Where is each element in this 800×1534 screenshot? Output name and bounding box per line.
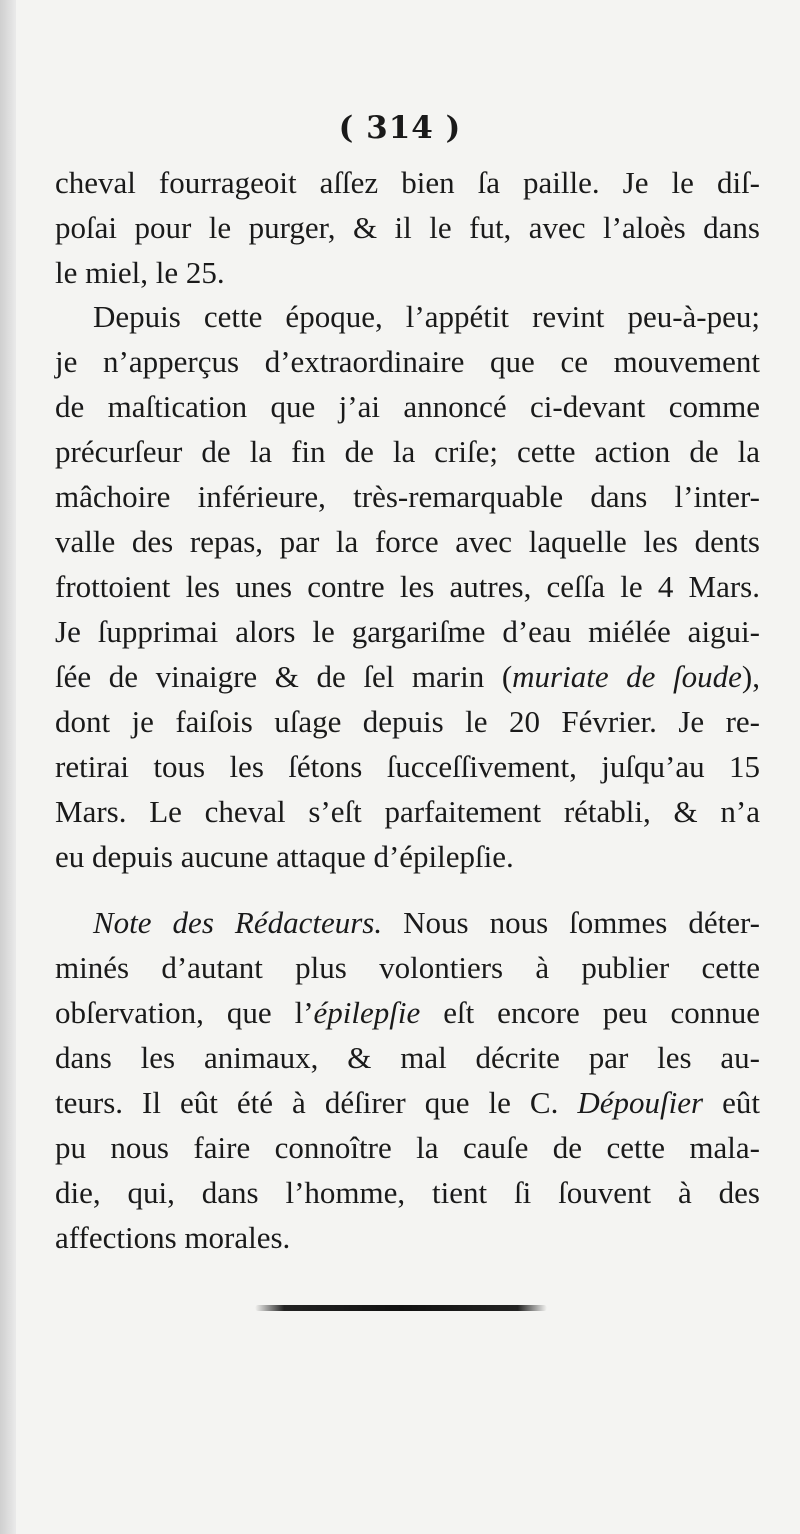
note-heading: Note des Rédacteurs. bbox=[93, 905, 383, 940]
page-edge-shadow bbox=[0, 0, 16, 1534]
text-line: mâchoire inférieure, très-remarquable dans l’inter- bbox=[55, 479, 760, 514]
text-line: Depuis cette époque, l’appétit revint peu-à-peu; bbox=[93, 299, 760, 334]
text-line: de maſtication que j’ai annoncé ci-devant comme bbox=[55, 389, 760, 424]
text-line: dont je faiſois uſage depuis le 20 Février. Je re- bbox=[55, 704, 760, 739]
text-line: pu nous faire connoître la cauſe de cette mala- bbox=[55, 1130, 760, 1165]
text-run: eût bbox=[703, 1085, 760, 1120]
editors-note bbox=[55, 900, 760, 1260]
text-line: retirai tous les ſétons ſucceſſivement, juſqu’au 15 bbox=[55, 749, 760, 784]
text-line bbox=[55, 900, 760, 945]
text-line: poſai pour le purger, & il le fut, avec l’aloès dans bbox=[55, 210, 760, 245]
text-line: Mars. Le cheval s’eſt parfaitement rétabli, & n’a bbox=[55, 794, 760, 829]
text-run: ſée de vinaigre & de ſel marin ( bbox=[55, 659, 513, 694]
text-line bbox=[55, 1080, 760, 1125]
text-line: cheval fourrageoit aſſez bien ſa paille. Je le diſ- bbox=[55, 165, 760, 200]
italic-name: Dépouſier bbox=[577, 1085, 704, 1120]
decorative-rule bbox=[255, 1305, 547, 1311]
text-line: frottoient les unes contre les autres, ceſſa le 4 Mars. bbox=[55, 569, 760, 604]
paragraph-2 bbox=[55, 294, 760, 879]
italic-term: épilepſie bbox=[313, 995, 421, 1030]
text-line: dans les animaux, & mal décrite par les au- bbox=[55, 1040, 760, 1075]
text-line: eu depuis aucune attaque d’épilepſie. bbox=[55, 839, 514, 874]
page-number: ( 314 ) bbox=[338, 110, 462, 146]
text-run: eſt encore peu connue bbox=[420, 995, 760, 1030]
text-line: minés d’autant plus volontiers à publier cette bbox=[55, 950, 760, 985]
text-run: ), bbox=[741, 659, 760, 694]
text-run: teurs. Il eût été à déſirer que le C. bbox=[55, 1085, 578, 1120]
text-line: die, qui, dans l’homme, tient ſi ſouvent à des bbox=[55, 1175, 760, 1210]
paragraph-1 bbox=[55, 160, 760, 295]
text-run: obſervation, que l’ bbox=[55, 995, 314, 1030]
text-line: je n’apperçus d’extraordinaire que ce mouvement bbox=[55, 344, 760, 379]
text-line: le miel, le 25. bbox=[55, 255, 225, 290]
italic-term: muriate de ſoude bbox=[512, 659, 742, 694]
text-line: précurſeur de la fin de la criſe; cette action de la bbox=[55, 434, 760, 469]
text-line: valle des repas, par la force avec laquelle les dents bbox=[55, 524, 760, 559]
text-line: Je ſupprimai alors le gargariſme d’eau miélée aigui- bbox=[55, 614, 760, 649]
text-line bbox=[55, 654, 760, 699]
text-line: affections morales. bbox=[55, 1220, 291, 1255]
text-line bbox=[55, 990, 760, 1035]
text-run: Nous nous ſommes déter- bbox=[382, 905, 760, 940]
